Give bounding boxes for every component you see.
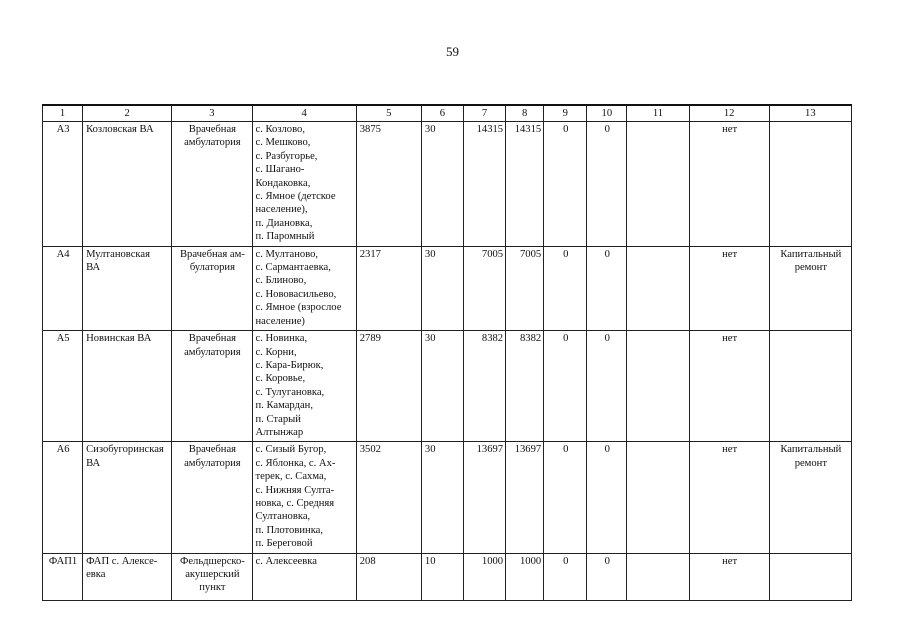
cell-settlements: с. Мултаново, с. Сармантаевка, с. Блиново, с. Нововасильево, с. Ямное (взрослое население) xyxy=(252,246,356,330)
cell-name: Козловская ВА xyxy=(83,122,172,247)
cell-col9: 0 xyxy=(544,553,587,600)
cell-type: Врачебная ам- булатория xyxy=(172,246,252,330)
cell-col10: 0 xyxy=(587,122,627,247)
cell-col11 xyxy=(627,331,689,442)
column-header: 11 xyxy=(627,105,689,122)
cell-col5: 2317 xyxy=(356,246,421,330)
cell-col6: 10 xyxy=(421,553,463,600)
column-header: 7 xyxy=(464,105,506,122)
cell-col12: нет xyxy=(689,331,769,442)
cell-col5: 3875 xyxy=(356,122,421,247)
cell-id: А6 xyxy=(43,442,83,553)
cell-col5: 208 xyxy=(356,553,421,600)
cell-col12: нет xyxy=(689,122,769,247)
page-number: 59 xyxy=(446,44,459,59)
column-header: 1 xyxy=(43,105,83,122)
table-row xyxy=(43,122,852,247)
cell-col11 xyxy=(627,553,689,600)
table-row xyxy=(43,246,852,330)
cell-col12: нет xyxy=(689,246,769,330)
cell-id: ФАП1 xyxy=(43,553,83,600)
cell-col7: 13697 xyxy=(464,442,506,553)
cell-col9: 0 xyxy=(544,122,587,247)
cell-id: А4 xyxy=(43,246,83,330)
cell-col6: 30 xyxy=(421,246,463,330)
cell-col5: 3502 xyxy=(356,442,421,553)
cell-col7: 7005 xyxy=(464,246,506,330)
cell-col8: 1000 xyxy=(506,553,544,600)
cell-col9: 0 xyxy=(544,442,587,553)
cell-col8: 14315 xyxy=(506,122,544,247)
cell-col13: Капитальный ремонт xyxy=(769,246,851,330)
column-header: 6 xyxy=(421,105,463,122)
cell-col5: 2789 xyxy=(356,331,421,442)
column-header: 9 xyxy=(544,105,587,122)
cell-name: Сизобугоринская ВА xyxy=(83,442,172,553)
table-row xyxy=(43,331,852,442)
cell-type: Врачебная амбулатория xyxy=(172,442,252,553)
column-header: 4 xyxy=(252,105,356,122)
cell-col12: нет xyxy=(689,553,769,600)
cell-col6: 30 xyxy=(421,331,463,442)
cell-col13: Капитальный ремонт xyxy=(769,442,851,553)
cell-col12: нет xyxy=(689,442,769,553)
column-header: 12 xyxy=(689,105,769,122)
column-header: 13 xyxy=(769,105,851,122)
cell-name: Мултановская ВА xyxy=(83,246,172,330)
cell-settlements: с. Алексеевка xyxy=(252,553,356,600)
table-row xyxy=(43,442,852,553)
cell-col6: 30 xyxy=(421,122,463,247)
column-header: 10 xyxy=(587,105,627,122)
cell-type: Фельдшерско- акушерский пункт xyxy=(172,553,252,600)
column-header: 3 xyxy=(172,105,252,122)
cell-col10: 0 xyxy=(587,246,627,330)
cell-col9: 0 xyxy=(544,246,587,330)
cell-settlements: с. Новинка, с. Корни, с. Кара-Бирюк, с. Коровье, с. Тулугановка, п. Камардан, п. Старый Алтынжар xyxy=(252,331,356,442)
cell-col7: 8382 xyxy=(464,331,506,442)
cell-col13 xyxy=(769,331,851,442)
facilities-table xyxy=(42,104,852,601)
cell-name: Новинская ВА xyxy=(83,331,172,442)
cell-col13 xyxy=(769,553,851,600)
column-header: 8 xyxy=(506,105,544,122)
cell-col8: 8382 xyxy=(506,331,544,442)
cell-type: Врачебная амбулатория xyxy=(172,331,252,442)
cell-col11 xyxy=(627,246,689,330)
column-header: 2 xyxy=(83,105,172,122)
cell-id: А3 xyxy=(43,122,83,247)
cell-col7: 14315 xyxy=(464,122,506,247)
table-row xyxy=(43,553,852,600)
cell-col13 xyxy=(769,122,851,247)
cell-id: А5 xyxy=(43,331,83,442)
cell-settlements: с. Сизый Бугор, с. Яблонка, с. Ах- терек, с. Сахма, с. Нижняя Султа- новка, с. Средняя Султановка, п. Плотовинка, п. Береговой xyxy=(252,442,356,553)
cell-col8: 13697 xyxy=(506,442,544,553)
cell-col7: 1000 xyxy=(464,553,506,600)
cell-col8: 7005 xyxy=(506,246,544,330)
column-header: 5 xyxy=(356,105,421,122)
cell-col10: 0 xyxy=(587,331,627,442)
cell-type: Врачебная амбулатория xyxy=(172,122,252,247)
cell-name: ФАП с. Алексе- евка xyxy=(83,553,172,600)
cell-settlements: с. Козлово, с. Мешково, с. Разбугорье, с. Шагано- Кондаковка, с. Ямное (детское население), п. Диановка, п. Паромный xyxy=(252,122,356,247)
cell-col6: 30 xyxy=(421,442,463,553)
cell-col9: 0 xyxy=(544,331,587,442)
cell-col11 xyxy=(627,442,689,553)
cell-col11 xyxy=(627,122,689,247)
cell-col10: 0 xyxy=(587,442,627,553)
table-header-row xyxy=(43,105,852,122)
cell-col10: 0 xyxy=(587,553,627,600)
